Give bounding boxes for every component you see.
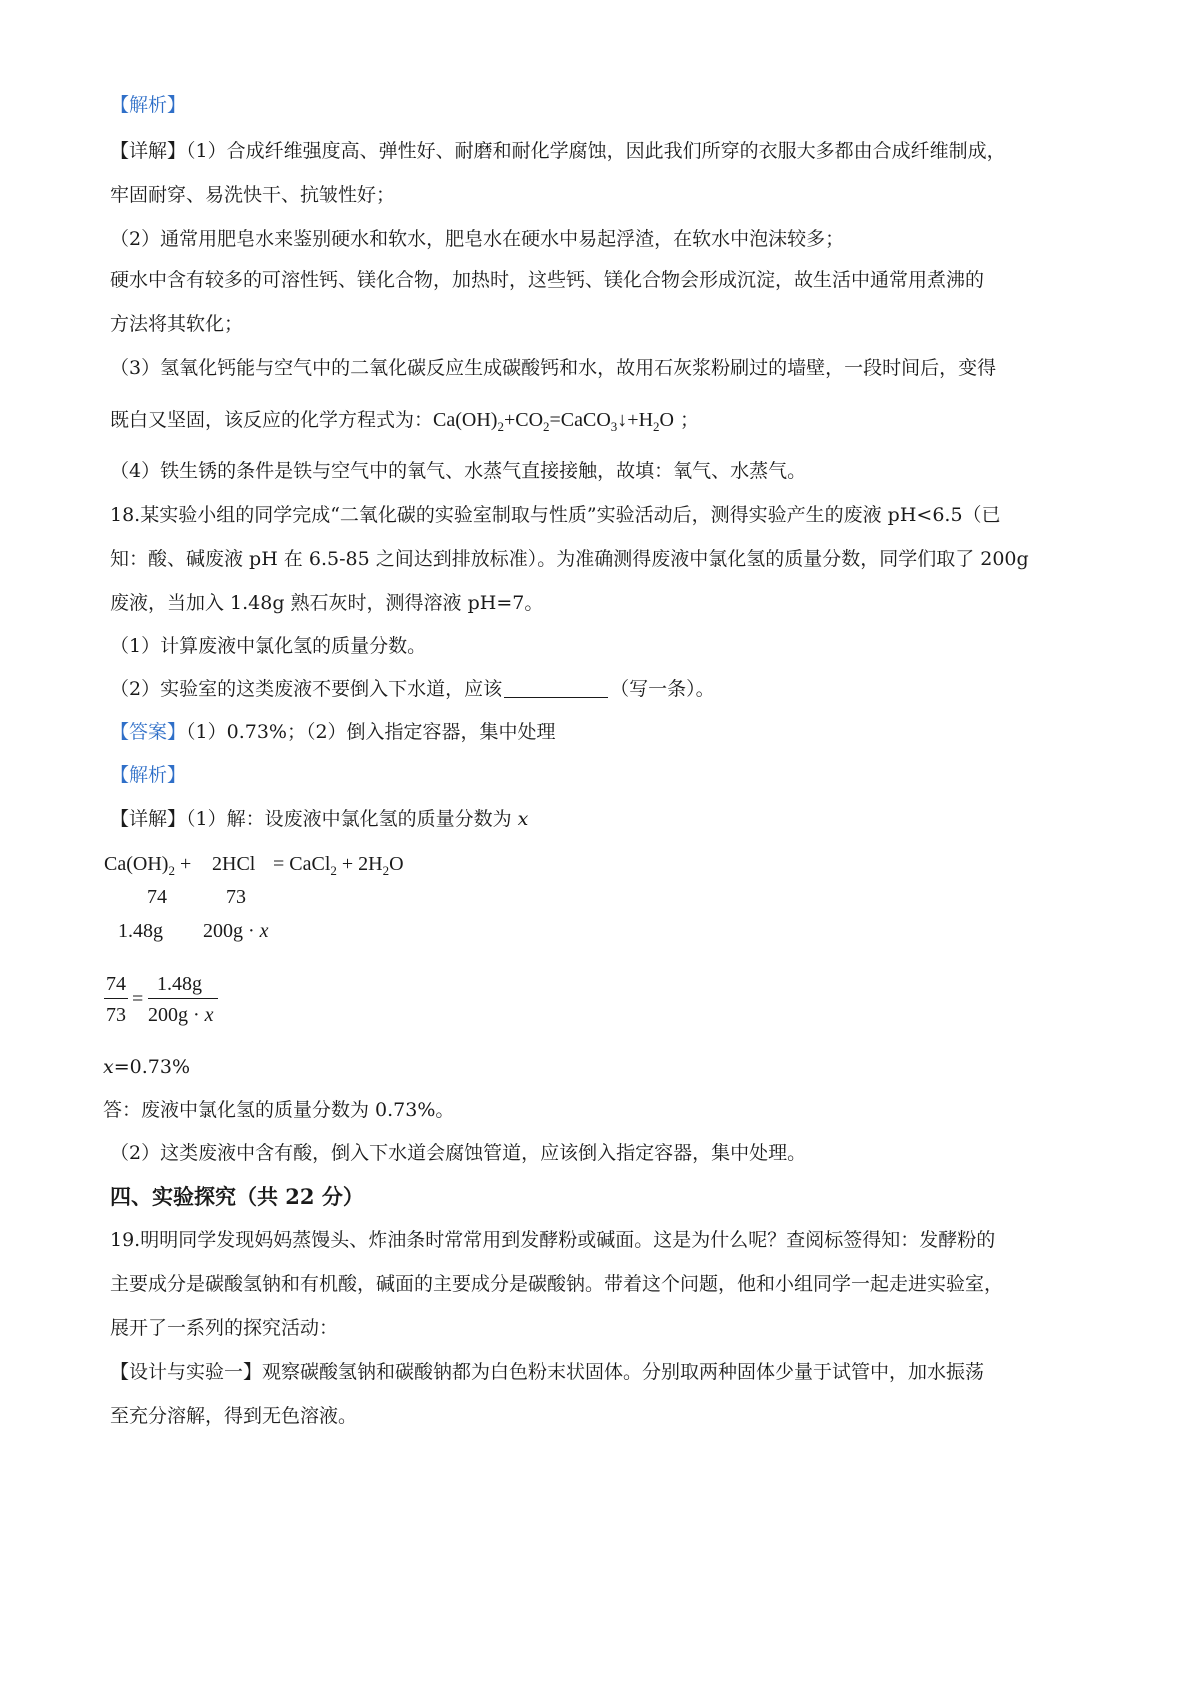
question-19-line-1: 19.明明同学发现妈妈蒸馒头、炸油条时常常用到发酵粉或碱面。这是为什么呢？查阅标签得知：发酵粉的 bbox=[110, 1229, 996, 1251]
detail-tag: 【详解】 bbox=[110, 140, 187, 162]
analysis-heading: 【解析】 bbox=[110, 94, 187, 116]
mass-hcl: 200g · x bbox=[203, 920, 269, 942]
detail-line-3: （2）通常用肥皂水来鉴别硬水和软水，肥皂水在硬水中易起浮渣，在软水中泡沫较多； bbox=[110, 228, 845, 250]
question-18-line-1: 18.某实验小组的同学完成“二氧化碳的实验室制取与性质”实验活动后，测得实验产生的废液 pH<6.5（已 bbox=[110, 504, 1001, 526]
result-line: x=0.73% bbox=[103, 1056, 190, 1078]
analysis-heading-2: 【解析】 bbox=[110, 764, 187, 786]
reaction-hcl: 2HCl bbox=[212, 853, 256, 875]
detail-line-4: 硬水中含有较多的可溶性钙、镁化合物，加热时，这些钙、镁化合物会形成沉淀，故生活中通常用煮沸的 bbox=[110, 269, 985, 291]
detail-part-2: （2）这类废液中含有酸，倒入下水道会腐蚀管道，应该倒入指定容器，集中处理。 bbox=[110, 1142, 807, 1164]
fraction-equals: = bbox=[132, 988, 144, 1010]
section-heading: 四、实验探究（共 22 分） bbox=[110, 1184, 364, 1209]
question-18-line-2: 知：酸、碱废液 pH 在 6.5-85 之间达到排放标准）。为准确测得废液中氯化氢的质量分数，同学们取了 200g bbox=[110, 548, 1029, 570]
mass-caoh2: 1.48g bbox=[118, 920, 163, 942]
fraction-denominator-left: 73 bbox=[106, 1004, 126, 1026]
reaction-products: = CaCl$_2$ + $2H_2O$ bbox=[273, 853, 404, 878]
fraction-numerator-left: 74 bbox=[106, 973, 126, 995]
experiment-1-line-1: 【设计与实验一】观察碳酸氢钠和碳酸钠都为白色粉末状固体。分别取两种固体少量于试管中，加水振荡 bbox=[110, 1361, 985, 1383]
reaction-equation: $Ca(OH)_2$ + bbox=[104, 853, 192, 878]
detail-line-7: 既白又坚固，该反应的化学方程式为：$Ca(OH)_2+CO_2=CaCO_3↓+H_2O$ ； bbox=[110, 409, 700, 434]
question-19-line-2: 主要成分是碳酸氢钠和有机酸，碱面的主要成分是碳酸钠。带着这个问题，他和小组同学一起走进实验室， bbox=[110, 1273, 1004, 1295]
detail-solution-line: 【详解】（1）解：设废液中氯化氢的质量分数为 x bbox=[110, 808, 529, 830]
detail-line-8: （4）铁生锈的条件是铁与空气中的氧气、水蒸气直接接触，故填：氧气、水蒸气。 bbox=[110, 460, 807, 482]
detail-line-5: 方法将其软化； bbox=[110, 313, 244, 335]
question-18-part-1: （1）计算废液中氯化氢的质量分数。 bbox=[110, 635, 427, 657]
experiment-1-line-2: 至充分溶解，得到无色溶液。 bbox=[110, 1405, 358, 1427]
precipitate-arrow: ↓ bbox=[617, 409, 628, 431]
answer-line: 【答案】（1）0.73%；（2）倒入指定容器，集中处理 bbox=[110, 721, 556, 743]
equation-inline: $Ca(OH)_2+CO_2=CaCO_3↓+H_2O$ bbox=[433, 409, 674, 434]
fraction-denominator-right: 200g · x bbox=[148, 1004, 214, 1026]
conclusion-line: 答：废液中氯化氢的质量分数为 0.73%。 bbox=[103, 1099, 455, 1121]
detail-line-1: 【详解】（1）合成纤维强度高、弹性好、耐磨和耐化学腐蚀，因此我们所穿的衣服大多都由合成纤维制成， bbox=[110, 140, 1006, 162]
molar-mass-caoh2: 74 bbox=[147, 886, 167, 908]
detail-line-2: 牢固耐穿、易洗快干、抗皱性好； bbox=[110, 184, 396, 206]
question-18-part-2: （2）实验室的这类废液不要倒入下水道，应该 （写一条）。 bbox=[110, 678, 715, 700]
question-18-line-3: 废液，当加入 1.48g 熟石灰时，测得溶液 pH=7。 bbox=[110, 592, 544, 614]
question-19-line-3: 展开了一系列的探究活动： bbox=[110, 1317, 339, 1339]
answer-tag: 【答案】 bbox=[110, 721, 187, 743]
fraction-bar-left bbox=[104, 998, 128, 999]
detail-line-6: （3）氢氧化钙能与空气中的二氧化碳反应生成碳酸钙和水，故用石灰浆粉刷过的墙壁，一段时间后，变得 bbox=[110, 357, 997, 379]
molar-mass-hcl: 73 bbox=[226, 886, 246, 908]
answer-blank bbox=[504, 677, 608, 698]
fraction-numerator-right: 1.48g bbox=[157, 973, 202, 995]
fraction-bar-right bbox=[148, 998, 218, 999]
